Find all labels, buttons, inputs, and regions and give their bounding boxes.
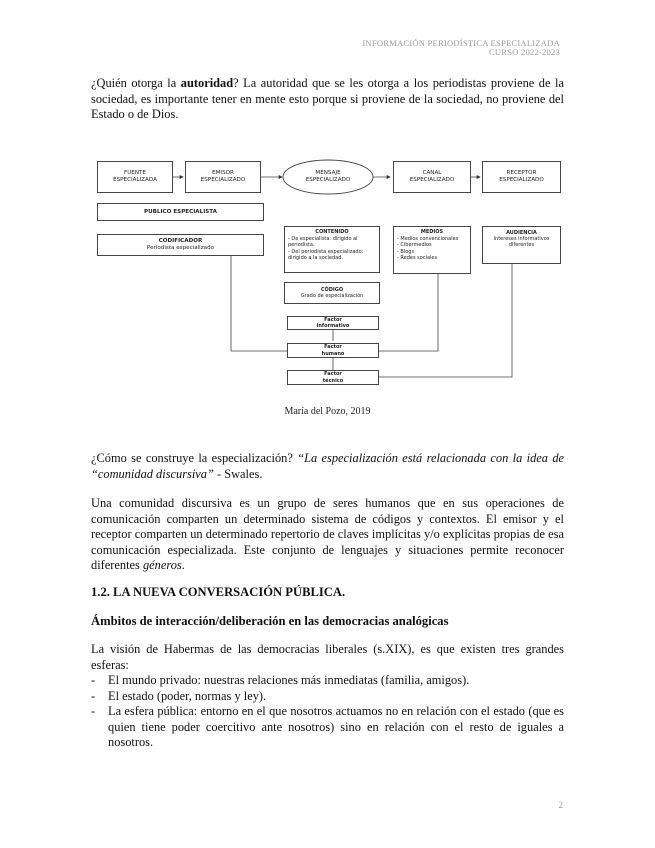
mensaje-label: MENSAJE ESPECIALIZADO (305, 170, 351, 183)
factor-humano-box: Factor humano (287, 343, 379, 358)
medios-box: MEDIOS - Medios convencionales - Cibermedios - Blogs - Redes sociales (393, 226, 471, 274)
fuente-box: FUENTE ESPECIALIZADA (97, 161, 173, 193)
codigo-box: CÓDIGO Grado de especialización (284, 282, 380, 304)
specialization-question: ¿Cómo se construye la especialización? “La especialización está relacionada con la idea de “comunidad discursiva” - Swales. (91, 451, 565, 481)
publico-box: PUBLICO ESPECIALISTA (97, 203, 264, 221)
header-course-year: CURSO 2022-2023 (488, 47, 560, 57)
header-course-title: INFORMACIÓN PERIODÍSTICA ESPECIALIZADA (362, 38, 560, 48)
intro-question-prefix: ¿Quién otorga la (91, 76, 181, 90)
communication-diagram (94, 156, 564, 392)
spheres-list (91, 673, 564, 751)
list-item: - El mundo privado: nuestras relaciones más inmediatas (familia, amigos). (91, 673, 470, 687)
canal-box: CANAL ESPECIALIZADO (393, 161, 471, 193)
receptor-box: RECEPTOR ESPECIALIZADO (482, 161, 561, 193)
factor-informativo-box: Factor informativo (287, 316, 379, 330)
discursive-community-paragraph: Una comunidad discursiva es un grupo de seres humanos que en sus operaciones de comunicación comparten un determinado sistema de códigos y contextos. El emisor y el receptor comparten un determinado repertorio de claves implícitas y/o explícitas propias de esa comunicación especializada. Este conjunto de lenguajes y situaciones permite reconocer diferentes géneros. (91, 496, 564, 572)
page-number: 2 (558, 800, 563, 810)
diagram-caption: María del Pozo, 2019 (284, 406, 371, 417)
factor-tecnico-box: Factor técnico (287, 370, 379, 385)
subheading: Ámbitos de interacción/deliberación en las democracias analógicas (91, 614, 449, 628)
audiencia-box: AUDIENCIA Intereses informativos diferentes (482, 226, 561, 264)
section-heading: 1.2. LA NUEVA CONVERSACIÓN PÚBLICA. (91, 585, 346, 599)
list-item: - El estado (poder, normas y ley). (91, 688, 267, 703)
contenido-box: CONTENIDO - De especialista: dirigido al periodista. - Del periodista especializado: dirigido a la sociedad. (284, 226, 380, 273)
intro-paragraph (91, 76, 564, 123)
list-item: - La esfera pública: entorno en el que nosotros actuamos no en relación con el estado (que es quien tiene poder coercitivo ante nosotros) sino en relación con el resto de iguales a nosotros. (91, 704, 564, 749)
habermas-paragraph: La visión de Habermas de las democracias liberales (s.XIX), es que existen tres grandes esferas: (91, 642, 564, 672)
intro-question-rest: ? La autoridad que se les otorga a los periodistas proviene de la sociedad, es importante tener en mente esto porque si proviene de la sociedad, no proviene del Estado o de Dios. (91, 76, 564, 121)
codificador-box: CODIFICADOR Periodista especializado (97, 234, 264, 256)
emisor-box: EMISOR ESPECIALIZADO (185, 161, 261, 193)
intro-keyword: autoridad (180, 76, 234, 90)
